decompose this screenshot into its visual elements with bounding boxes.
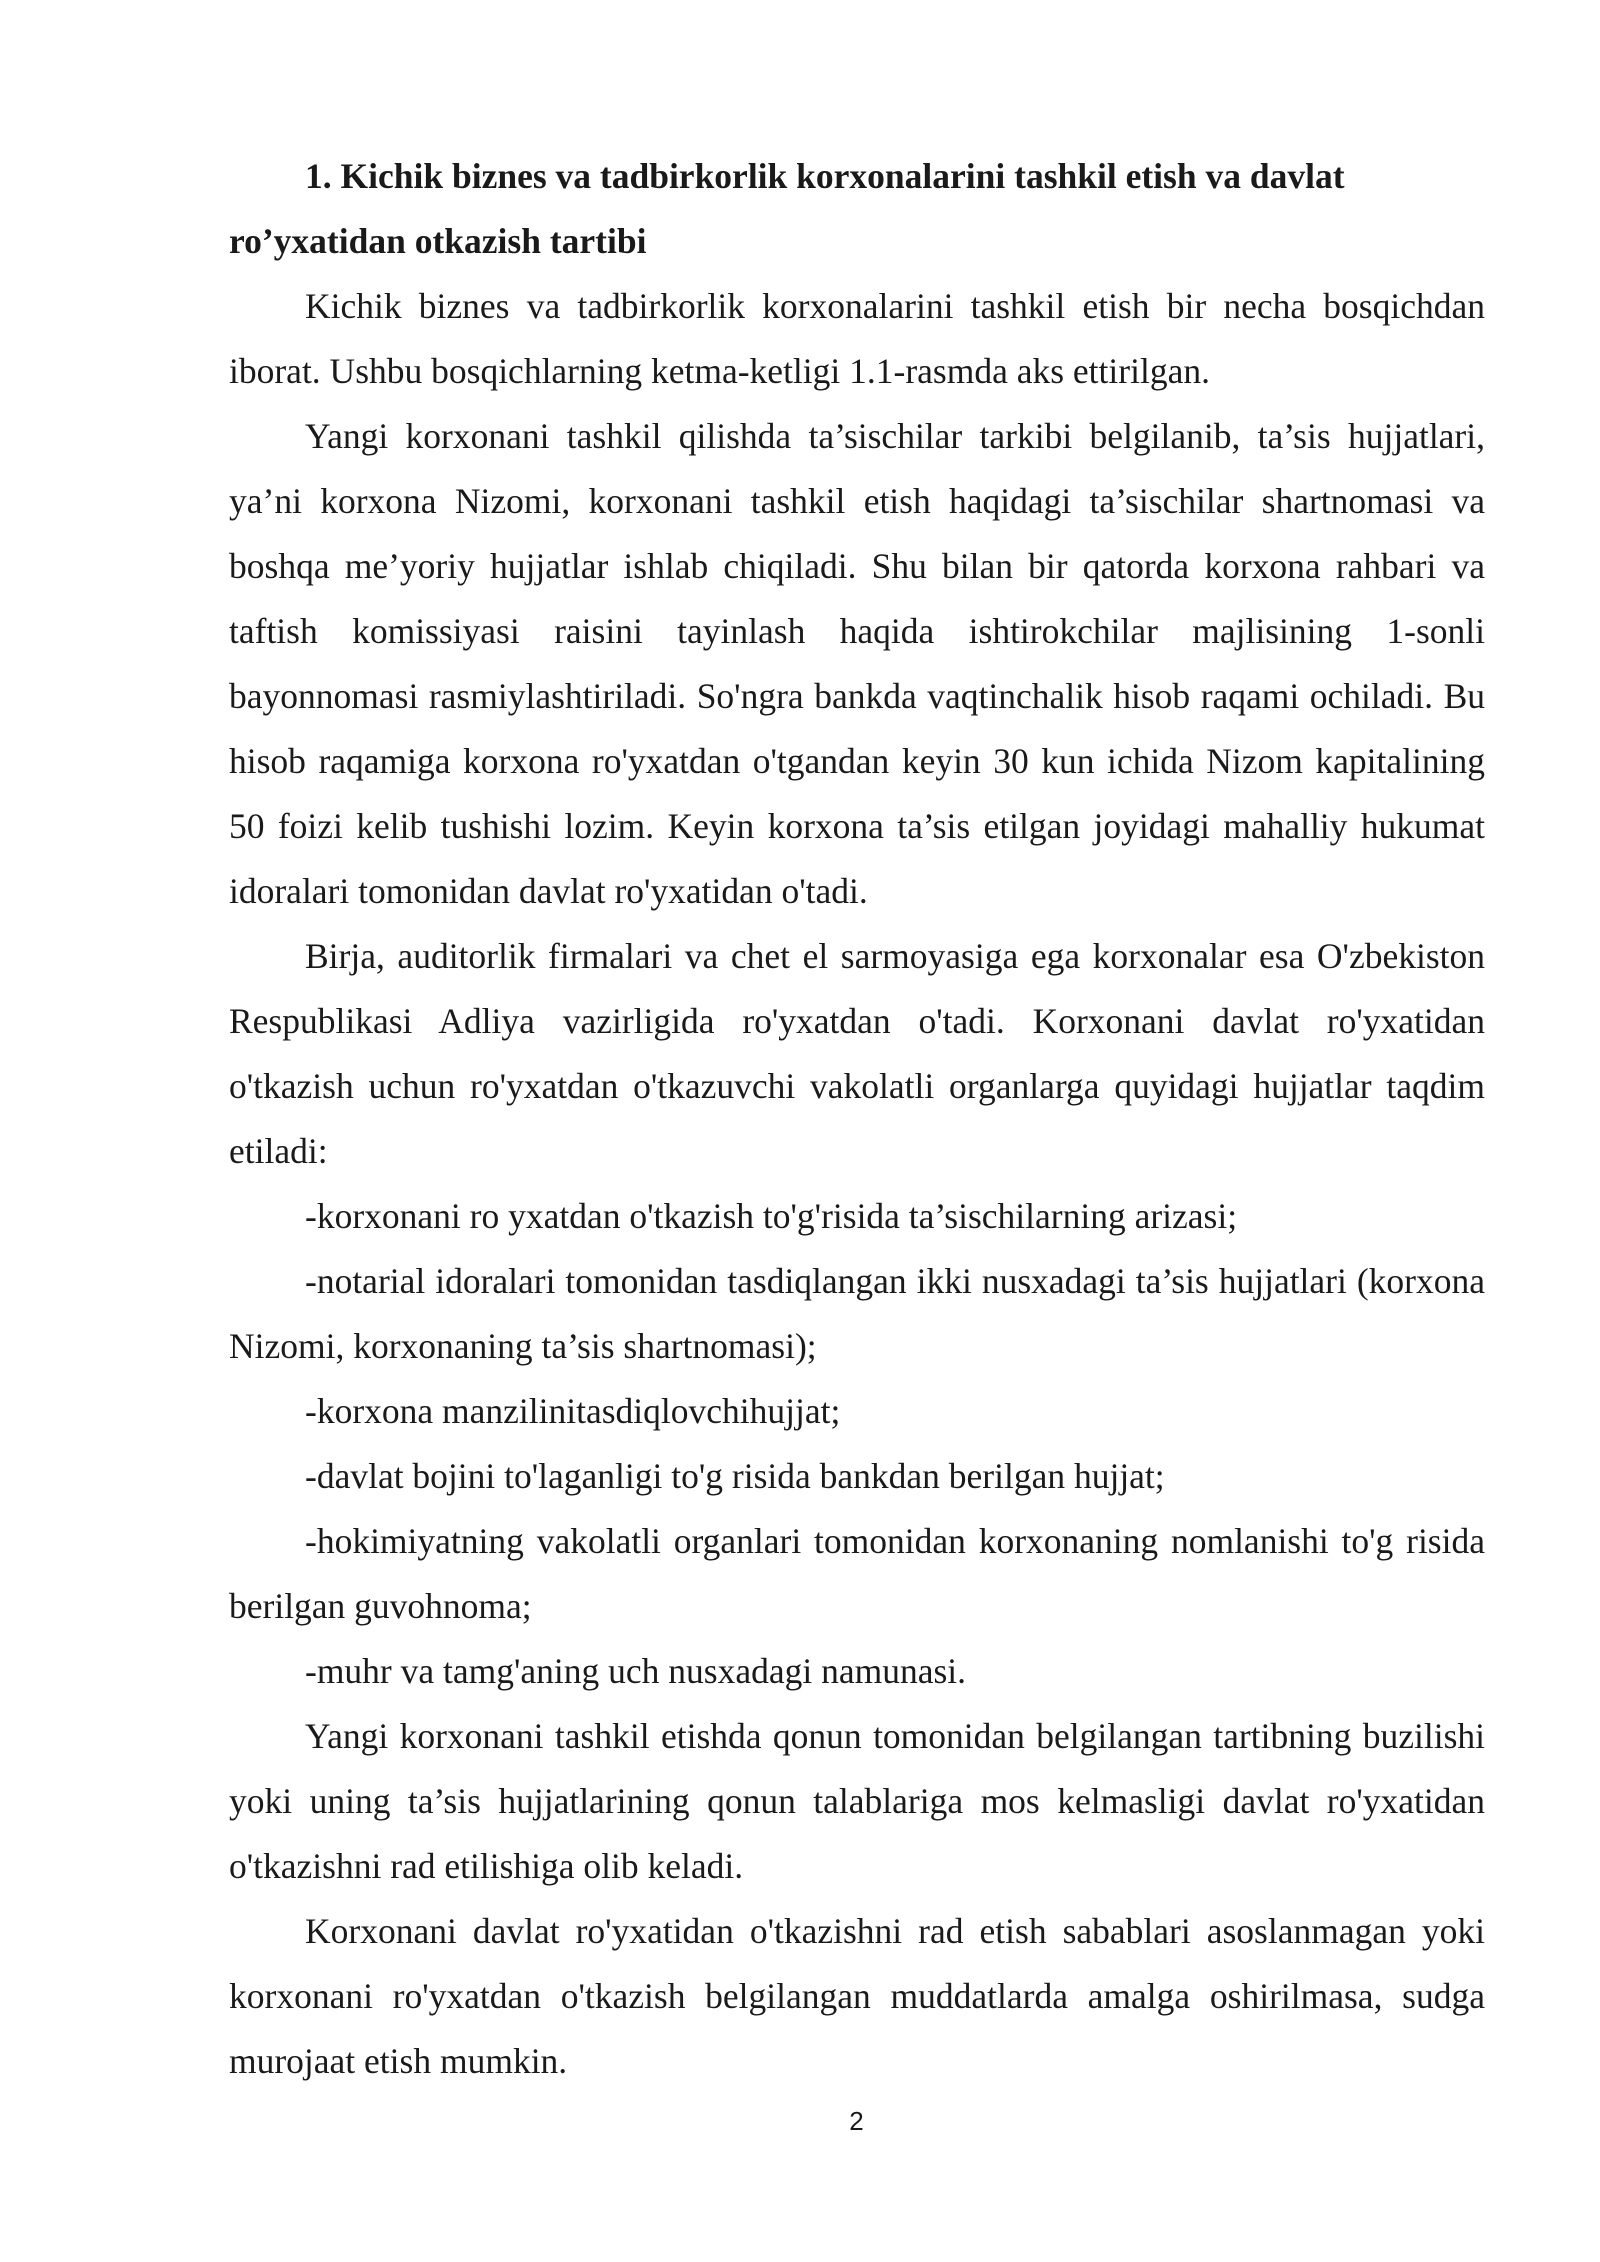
list-item-application: -korxonani ro yxatdan o'tkazish to'g'risida ta’sischilarning arizasi; <box>305 1196 1238 1236</box>
page-number: 2 <box>849 2106 864 2136</box>
paragraph-intro: Kichik biznes va tadbirkorlik korxonalarini tashkil etish bir necha bosqichdan iborat. Ushbu bosqichlarning ketma-ketligi 1.1-rasmda aks ettirilgan. <box>229 286 1485 391</box>
paragraph-founding: Yangi korxonani tashkil qilishda ta’sischilar tarkibi belgilanib, ta’sis hujjatlari, ya’ni korxona Nizomi, korxonani tashkil etish haqidagi ta’sischilar shartnomasi va boshqa me’yoriy hujjatlar ishlab chiqiladi. Shu bilan bir qatorda korxona rahbari va taftish komissiyasi raisini tayinlash haqida ishtirokchilar majlisining 1-sonli bayonnomasi rasmiylashtiriladi. So'ngra bankda vaqtinchalik hisob raqami ochiladi. Bu hisob raqamiga korxona ro'yxatdan o'tgandan keyin 30 kun ichida Nizom kapitalining 50 foizi kelib tushishi lozim. Keyin korxona ta’sis etilgan joyidagi mahalliy hukumat idoralari tomonidan davlat ro'yxatidan o'tadi. <box>229 416 1485 911</box>
list-item-state-fee: -davlat bojini to'laganligi to'g risida bankdan berilgan hujjat; <box>305 1456 1165 1496</box>
section-heading: 1. Kichik biznes va tadbirkorlik korxonalarini tashkil etish va davlat ro’yxatidan otkazish tartibi <box>229 156 1345 261</box>
paragraph-refusal-grounds: Yangi korxonani tashkil etishda qonun tomonidan belgilangan tartibning buzilishi yoki uning ta’sis hujjatlarining qonun talablariga mos kelmasligi davlat ro'yxatidan o'tkazishni rad etilishiga olib keladi. <box>229 1716 1485 1886</box>
list-item-address-document: -korxona manzilinitasdiqlovchihujjat; <box>305 1391 841 1431</box>
paragraph-registration: Birja, auditorlik firmalari va chet el sarmoyasiga ega korxonalar esa O'zbekiston Respublikasi Adliya vazirligida ro'yxatdan o'tadi. Korxonani davlat ro'yxatidan o'tkazish uchun ro'yxatdan o'tkazuvchi vakolatli organlarga quyidagi hujjatlar taqdim etiladi: <box>229 936 1485 1171</box>
list-item-seal-samples: -muhr va tamg'aning uch nusxadagi namunasi. <box>305 1651 967 1691</box>
paragraph-court-appeal: Korxonani davlat ro'yxatidan o'tkazishni rad etish sabablari asoslanmagan yoki korxonani ro'yxatdan o'tkazish belgilangan muddatlarda amalga oshirilmasa, sudga murojaat etish mumkin. <box>229 1911 1485 2081</box>
page-content <box>229 144 1485 2094</box>
list-item-name-certificate: -hokimiyatning vakolatli organlari tomonidan korxonaning nomlanishi to'g risida berilgan guvohnoma; <box>229 1521 1485 1626</box>
list-item-founding-documents: -notarial idoralari tomonidan tasdiqlangan ikki nusxadagi ta’sis hujjatlari (korxona Nizomi, korxonaning ta’sis shartnomasi); <box>229 1261 1485 1366</box>
